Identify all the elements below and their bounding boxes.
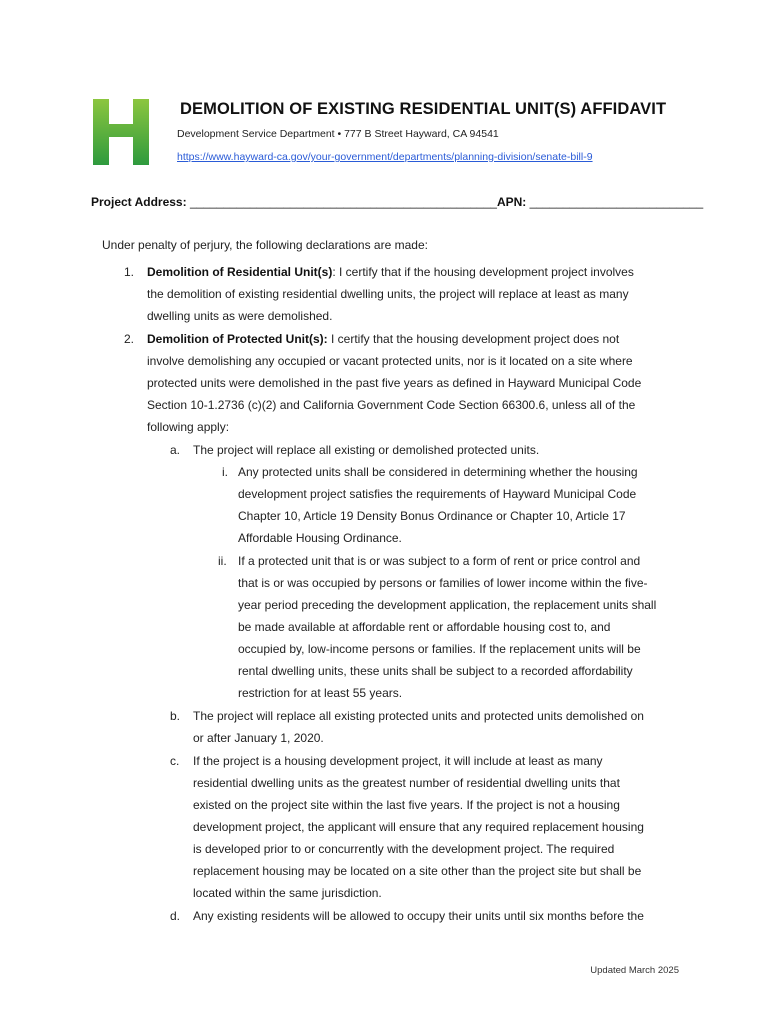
declarations-intro: Under penalty of perjury, the following declarations are made: [102,238,428,252]
apn-field[interactable]: __________________________ [529,195,704,209]
item-1-heading: Demolition of Residential Unit(s) [147,265,333,279]
roman-i-line: Any protected units shall be considered in determining whether the housing [238,465,638,479]
subitem-c-line: If the project is a housing development project, it will include at least as many [193,754,603,768]
item-2-line: involve demolishing any occupied or vacant protected units, nor is it located on a site where [147,354,633,368]
subitem-b-line: The project will replace all existing protected units and protected units demolished on [193,709,644,723]
subitem-c-line: located within the same jurisdiction. [193,886,382,900]
department-address: Development Service Department • 777 B Street Hayward, CA 94541 [177,128,499,140]
subitem-c-line: replacement housing may be located on a site other than the project site but shall be [193,864,642,878]
apn-label: APN: [496,195,527,209]
subitem-c-letter: c. [170,754,180,768]
subitem-c-line: is developed prior to or concurrently with the development project. The required [193,842,615,856]
roman-ii-line: If a protected unit that is or was subject to a form of rent or price control and [238,554,641,568]
subitem-b-line: or after January 1, 2020. [193,731,324,745]
item-1-number: 1. [124,265,135,279]
item-2-heading: Demolition of Protected Unit(s): [147,332,328,346]
project-address-line [91,195,703,209]
item-1-line: the demolition of existing residential dwelling units, the project will replace at least as many [147,287,629,301]
page-title: DEMOLITION OF EXISTING RESIDENTIAL UNIT(S) AFFIDAVIT [180,100,667,118]
roman-i-numeral: i. [222,465,228,479]
roman-ii-line: rental dwelling units, these units shall be subject to a recorded affordability [238,664,633,678]
roman-ii-line: year period preceding the development application, the replacement units shall [238,598,657,612]
item-2-number: 2. [124,332,135,346]
roman-ii-line: occupied by, low-income persons or families. If the replacement units will be [238,642,641,656]
roman-i-line: development project satisfies the requirements of Hayward Municipal Code [238,487,637,501]
subitem-b-letter: b. [170,709,181,723]
item-1-line: Demolition of Residential Unit(s): I certify that if the housing development project involves [147,265,634,279]
senate-bill-9-link[interactable]: https://www.hayward-ca.gov/your-government/departments/planning-division/senate-bill-9 [177,151,593,163]
roman-i-line: Affordable Housing Ordinance. [238,531,402,545]
subitem-d-line: Any existing residents will be allowed to occupy their units until six months before the [193,909,644,923]
item-1-line: dwelling units as were demolished. [147,309,333,323]
item-2-line: protected units were demolished in the past five years as defined in Hayward Municipal Code [147,376,642,390]
subitem-c-line: residential dwelling units as the greatest number of residential dwelling units that [193,776,620,790]
subitem-c-line: existed on the project site within the last five years. If the project is not a housing [193,798,620,812]
item-2-line: Section 10-1.2736 (c)(2) and California Government Code Section 66300.6, unless all of the [147,398,636,412]
subitem-d-letter: d. [170,909,181,923]
subitem-a-letter: a. [170,443,181,457]
hayward-h-logo [93,99,149,165]
item-2-line: following apply: [147,420,230,434]
roman-ii-line: that is or was occupied by persons or families of lower income within the five- [238,576,648,590]
subitem-c-line: development project, the applicant will ensure that any required replacement housing [193,820,644,834]
footer-updated-date: Updated March 2025 [590,965,679,976]
roman-ii-line: be made available at affordable rent or affordable housing cost to, and [238,620,611,634]
subitem-a-line: The project will replace all existing or demolished protected units. [193,443,540,457]
item-2-line: Demolition of Protected Unit(s): I certify that the housing development project does not [147,332,620,346]
project-address-label: Project Address: [91,195,187,209]
roman-i-line: Chapter 10, Article 19 Density Bonus Ordinance or Chapter 10, Article 17 [238,509,626,523]
roman-ii-line: restriction for at least 55 years. [238,686,403,700]
roman-ii-numeral: ii. [218,554,227,568]
project-address-field[interactable]: ______________________________________________ [189,195,497,209]
